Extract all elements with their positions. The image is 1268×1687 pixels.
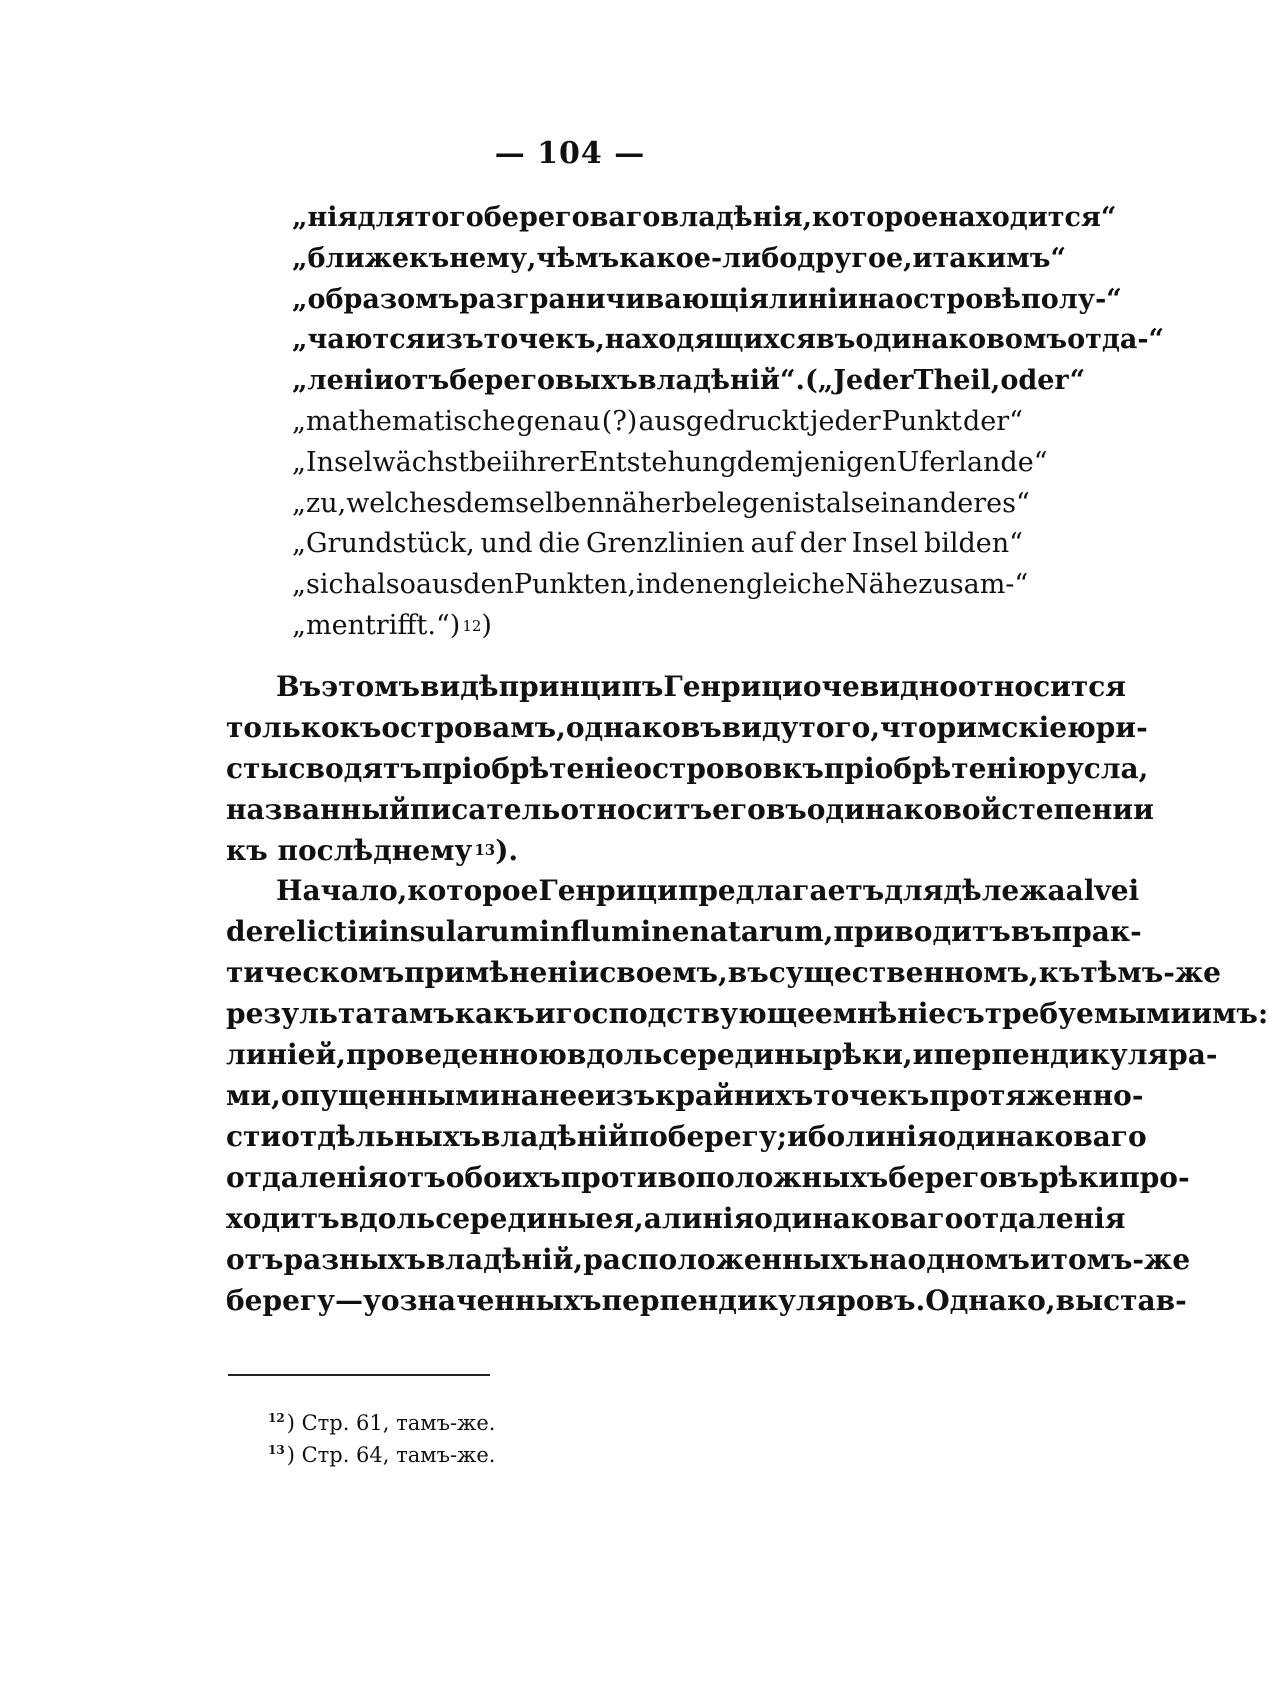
- word: отдѣльныхъ: [281, 1120, 482, 1153]
- paragraph-2: [226, 870, 1268, 1321]
- quote-line: [292, 320, 1165, 361]
- word: на: [857, 283, 896, 315]
- word: линіей,: [226, 1038, 346, 1071]
- quote-line: [292, 402, 1023, 443]
- word: виду: [721, 711, 799, 744]
- para2-line: [226, 1075, 1144, 1116]
- word: Въ: [276, 670, 322, 703]
- word: для: [357, 202, 415, 233]
- word: Uferlande“: [896, 446, 1048, 478]
- word: jeder: [810, 405, 881, 437]
- para2-line: [226, 1239, 1191, 1280]
- word: берегу—у: [226, 1284, 381, 1317]
- footnote-mark: 13: [268, 1443, 285, 1457]
- word: Punkt: [881, 405, 962, 437]
- footnote-mark: 12: [268, 1411, 285, 1425]
- word: точекъ,: [483, 324, 605, 356]
- quote-last-line: [292, 606, 1023, 647]
- word: belegen: [684, 487, 793, 519]
- footnote-text: ) Стр. 64, тамъ-же.: [286, 1443, 496, 1467]
- word: also: [361, 569, 416, 601]
- word: отъ: [226, 1243, 284, 1276]
- word: bei: [468, 446, 511, 478]
- word: томъ-же: [1050, 1243, 1191, 1276]
- word: островов: [633, 752, 783, 785]
- word: береговаго: [483, 202, 661, 233]
- word: полу-“: [1020, 283, 1122, 315]
- word: выстав-: [1055, 1284, 1187, 1317]
- word: der: [799, 528, 846, 560]
- word: относитъ: [560, 793, 713, 826]
- word: берегу;: [667, 1120, 788, 1153]
- word: а: [643, 1202, 662, 1235]
- word: Начало,: [276, 874, 408, 907]
- word: изъ: [594, 1079, 656, 1112]
- word: протяженно-: [929, 1079, 1144, 1112]
- word: отъ: [393, 365, 450, 397]
- word: означенныхъ: [380, 1284, 602, 1317]
- word: обоихъ: [445, 1161, 561, 1194]
- word: русла,: [1046, 752, 1149, 785]
- quote-block: [292, 198, 1165, 606]
- word: natarum,: [689, 915, 834, 948]
- page-number: — 104 —: [494, 136, 646, 171]
- word: тѣмъ-же: [1080, 956, 1221, 989]
- word: линія: [661, 1202, 755, 1235]
- word: этомъ: [321, 670, 421, 703]
- word: писатель: [409, 793, 561, 826]
- word: in: [539, 915, 571, 948]
- footnotes: [268, 1402, 768, 1466]
- word: находится“: [938, 202, 1117, 233]
- word: ist: [792, 487, 826, 519]
- word: одинаковой: [806, 793, 1002, 826]
- word: Однако,: [925, 1284, 1056, 1317]
- para2-line: [226, 1280, 1187, 1321]
- word: Генрици: [538, 874, 678, 907]
- word: точекъ: [813, 1079, 930, 1112]
- word: приводитъ: [833, 915, 1011, 948]
- word: сводятъ: [288, 752, 422, 785]
- quote-line: [292, 361, 1086, 402]
- footnote-text: ) Стр. 61, тамъ-же.: [286, 1411, 496, 1435]
- word: существенномъ,: [768, 956, 1039, 989]
- word: отъ: [388, 1161, 446, 1194]
- word: вдоль: [339, 1202, 436, 1235]
- word: крайнихъ: [655, 1079, 814, 1112]
- word: oder“: [1000, 365, 1086, 397]
- footnote-ref-12: 12: [462, 617, 482, 635]
- word: въ: [765, 793, 807, 826]
- word: рѣки: [1038, 1161, 1120, 1194]
- word: противоположныхъ: [560, 1161, 889, 1194]
- word: середины: [662, 1038, 823, 1071]
- word: одинаковаго: [754, 1202, 964, 1235]
- para2-line: [226, 952, 1221, 993]
- word: къ: [339, 711, 382, 744]
- word: въ: [1010, 915, 1052, 948]
- word: Генрици: [663, 670, 803, 703]
- word: къ: [782, 752, 824, 785]
- word: „леніи: [292, 365, 394, 397]
- word: welches: [346, 487, 457, 519]
- word: der“: [963, 405, 1023, 437]
- word: однако: [565, 711, 681, 744]
- word: ausgedruckt: [638, 405, 809, 437]
- paragraph-1: [226, 666, 1154, 830]
- word: съ: [946, 997, 985, 1030]
- word: линіи: [768, 283, 858, 315]
- word: какъ: [454, 997, 535, 1030]
- word: степени: [1001, 793, 1134, 826]
- word: zusam-“: [918, 569, 1029, 601]
- word: отда-“: [1067, 324, 1165, 356]
- word: въ: [815, 324, 856, 356]
- word: юри-: [1067, 711, 1148, 744]
- word: die: [538, 528, 581, 560]
- word: прак-: [1051, 915, 1142, 948]
- footnote-ref-13: 13: [474, 841, 496, 859]
- word: господствующее: [555, 997, 833, 1030]
- word: тическомъ: [226, 956, 405, 989]
- word: и: [357, 915, 379, 948]
- word: которое: [812, 202, 939, 233]
- word: относится: [957, 670, 1126, 703]
- word: такимъ“: [932, 242, 1067, 274]
- para2-line: [226, 1034, 1218, 1075]
- word: отдаленія: [226, 1161, 389, 1194]
- para2-line: [226, 1198, 1126, 1239]
- word: береговыхъ: [449, 365, 638, 397]
- word: для: [884, 874, 944, 907]
- word: владѣній: [481, 1120, 629, 1153]
- word: его: [712, 793, 766, 826]
- word: den: [463, 569, 514, 601]
- word: сти: [226, 1120, 282, 1153]
- para1-line: [226, 707, 1148, 748]
- word: имъ:: [1191, 997, 1268, 1030]
- word: „sich: [292, 569, 361, 601]
- word: aus: [415, 569, 464, 601]
- word: alvei: [1065, 874, 1140, 907]
- word: на: [500, 1079, 539, 1112]
- word: своемъ,: [599, 956, 728, 989]
- word: demjenigen: [736, 446, 897, 478]
- word: отдаленія: [963, 1202, 1126, 1235]
- word: denen: [661, 569, 747, 601]
- quote-line: [292, 443, 1048, 484]
- word: римскіе: [936, 711, 1068, 744]
- quote-line: [292, 280, 1122, 321]
- word: того: [414, 202, 484, 233]
- word: островамъ,: [381, 711, 566, 744]
- word: въ: [680, 711, 722, 744]
- word: Nähe: [845, 569, 919, 601]
- word: рѣки,: [822, 1038, 913, 1071]
- word: къ: [1038, 956, 1081, 989]
- word: ея,: [595, 1202, 644, 1235]
- word: требуемыми: [984, 997, 1192, 1030]
- word: перпендикуляровъ.: [601, 1284, 926, 1317]
- word: ходитъ: [226, 1202, 340, 1235]
- word: „чаются: [292, 324, 426, 356]
- footnote: [268, 1402, 768, 1434]
- word: опущенными: [280, 1079, 501, 1112]
- word: derelicti: [226, 915, 358, 948]
- word: въ: [727, 956, 769, 989]
- para2-line: [226, 993, 1268, 1034]
- word: wächst: [372, 446, 469, 478]
- word: и: [912, 242, 933, 274]
- word: владѣній,: [425, 1243, 584, 1276]
- word: про-: [1119, 1161, 1190, 1194]
- word: bilden“: [923, 528, 1023, 560]
- word: середины: [435, 1202, 596, 1235]
- quote-last-line-wrap: [292, 606, 1023, 647]
- word: gleiche: [746, 569, 846, 601]
- paragraph-1-last-text: къ послѣднему: [226, 834, 473, 867]
- word: пріобрѣтенію: [823, 752, 1047, 785]
- word: insularum: [378, 915, 540, 948]
- word: и: [1029, 1243, 1051, 1276]
- word: расположенныхъ: [583, 1243, 869, 1276]
- quote-line: [292, 239, 1067, 280]
- word: вдоль: [566, 1038, 663, 1071]
- para1-line: [226, 748, 1149, 789]
- footnote: [268, 1434, 768, 1466]
- word: Grenzlinien: [585, 528, 745, 560]
- word: ein: [864, 487, 907, 519]
- word: островѣ: [895, 283, 1021, 315]
- word: ми,: [226, 1079, 281, 1112]
- word: по: [628, 1120, 668, 1153]
- quote-line: [292, 565, 1029, 606]
- word: результатамъ: [226, 997, 455, 1030]
- word: названный: [226, 793, 410, 826]
- word: линія: [845, 1120, 938, 1153]
- word: „Insel: [292, 446, 373, 478]
- word: перпендикуляра-: [933, 1038, 1218, 1071]
- word: проведенною: [345, 1038, 567, 1071]
- para2-line: [226, 1157, 1190, 1198]
- word: и: [1133, 793, 1154, 826]
- word: ибо: [787, 1120, 846, 1153]
- para2-line: [226, 1116, 1147, 1157]
- word: flumine: [570, 915, 690, 948]
- word: „Grundstück,: [292, 528, 475, 560]
- word: къ: [409, 242, 450, 274]
- word: demselben: [456, 487, 605, 519]
- para2-line: [226, 911, 1142, 952]
- word: видѣ: [420, 670, 499, 703]
- word: очевидно: [802, 670, 958, 703]
- word: примѣненіи: [404, 956, 600, 989]
- word: того,: [798, 711, 881, 744]
- paragraph-1-last-tail: ).: [495, 834, 519, 867]
- word: чѣмъ: [536, 242, 620, 274]
- paragraph-1-last-line: [226, 830, 1023, 871]
- word: которое: [407, 874, 539, 907]
- quote-line: [292, 524, 1023, 565]
- word: одинаковаго: [937, 1120, 1147, 1153]
- word: владѣнія,: [660, 202, 813, 233]
- word: (?): [601, 405, 638, 437]
- word: anderes“: [906, 487, 1030, 519]
- word: изъ: [425, 324, 484, 356]
- word: разныхъ: [283, 1243, 426, 1276]
- paragraph-1-last-wrap: [226, 830, 1023, 871]
- word: что: [880, 711, 937, 744]
- word: in: [635, 569, 662, 601]
- word: мнѣніе: [832, 997, 947, 1030]
- word: сты: [226, 752, 289, 785]
- word: предлагаетъ: [677, 874, 885, 907]
- quote-last-paren: ): [481, 610, 492, 641]
- word: разграничивающія: [459, 283, 769, 315]
- word: ihrer: [510, 446, 579, 478]
- para1-line: [226, 666, 1126, 707]
- para1-line: [226, 789, 1154, 830]
- para2-line: [226, 870, 1140, 911]
- word: Insel: [851, 528, 919, 560]
- word: „ближе: [292, 242, 410, 274]
- word: и: [912, 1038, 934, 1071]
- word: и: [534, 997, 556, 1030]
- word: одинаковомъ: [855, 324, 1068, 356]
- word: принципъ: [498, 670, 664, 703]
- word: нее: [538, 1079, 595, 1112]
- word: als: [825, 487, 865, 519]
- word: „mathematische: [292, 405, 516, 437]
- word: владѣній“.: [637, 365, 805, 397]
- quote-line: [292, 198, 1117, 239]
- word: Punkten,: [513, 569, 636, 601]
- word: und: [480, 528, 533, 560]
- word: находящихся: [604, 324, 816, 356]
- word: нему,: [449, 242, 537, 274]
- word: „zu,: [292, 487, 347, 519]
- footnote-divider: [228, 1374, 490, 1376]
- word: дѣлежа: [943, 874, 1066, 907]
- word: какое-либо: [619, 242, 798, 274]
- word: Entstehung: [578, 446, 737, 478]
- word: одномъ: [907, 1243, 1030, 1276]
- word: другое,: [797, 242, 913, 274]
- word: „образомъ: [292, 283, 460, 315]
- quote-line: [292, 484, 1030, 525]
- word: пріобрѣтеніе: [421, 752, 634, 785]
- word: auf: [750, 528, 794, 560]
- quote-last-text: „mentrifft.“): [292, 610, 461, 641]
- word: „нія: [292, 202, 358, 233]
- word: („Jeder: [804, 365, 914, 397]
- word: только: [226, 711, 340, 744]
- word: Theil,: [913, 365, 1001, 397]
- word: näher: [604, 487, 685, 519]
- word: береговъ: [888, 1161, 1039, 1194]
- word: на: [868, 1243, 908, 1276]
- word: genau: [516, 405, 601, 437]
